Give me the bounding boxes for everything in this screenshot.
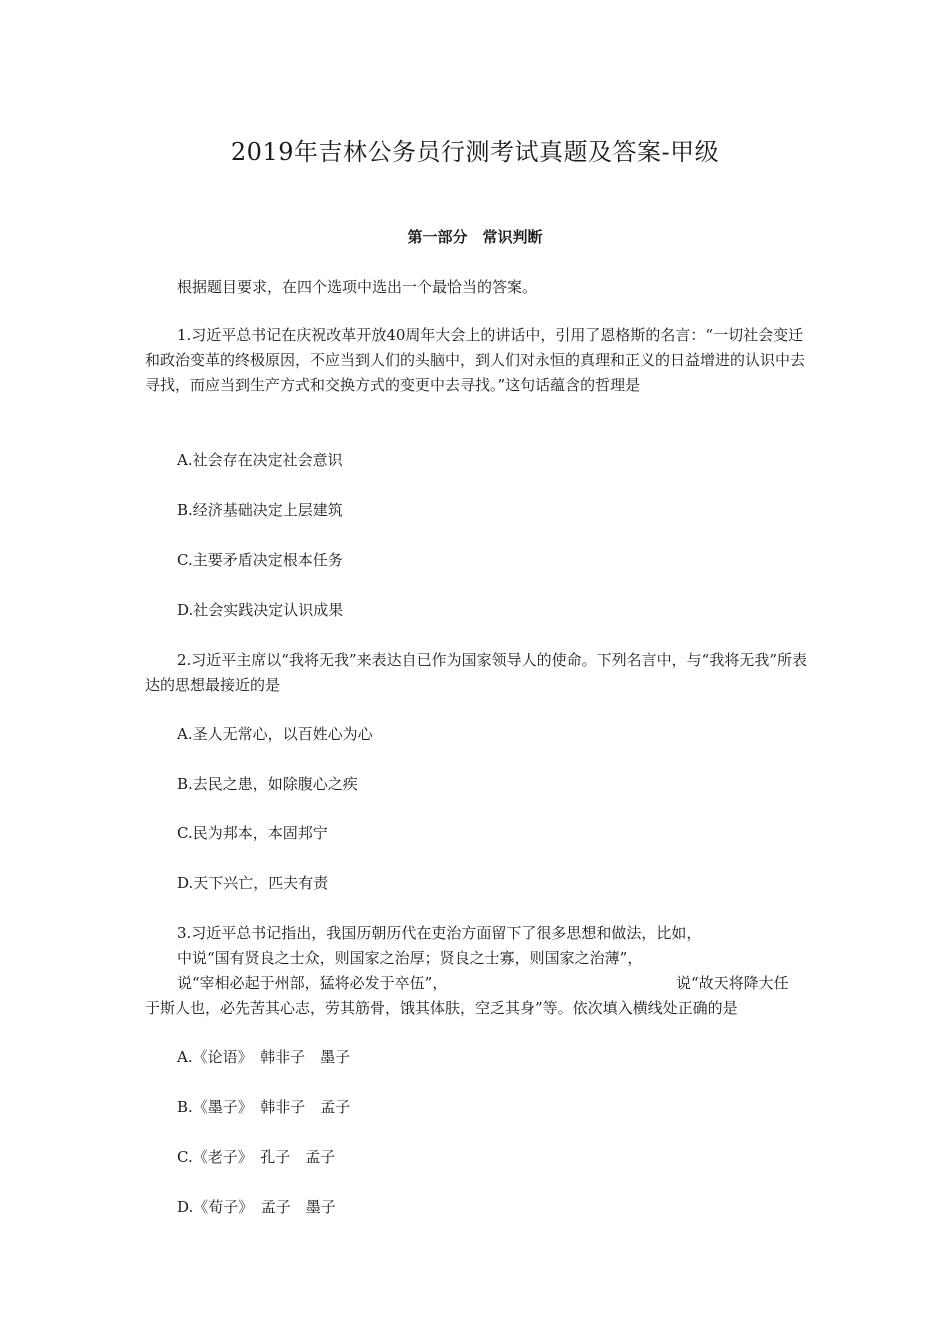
question-2-option-b: B.去民之患，如除腹心之疾 (177, 775, 358, 793)
question-1-option-a: A.社会存在决定社会意识 (177, 451, 343, 469)
question-1-stem: 1.习近平总书记在庆祝改革开放40周年大会上的讲话中，引用了恩格斯的名言：“一切社会变迁和政治变革的终极原因，不应当到人们的头脑中，到人们对永恒的真理和正义的日益增进的认识中去寻找，而应当到生产方式和交换方式的变更中去寻找。”这句话蕴含的哲理是 (145, 326, 806, 394)
instruction-text: 根据题目要求，在四个选项中选出一个最恰当的答案。 (177, 278, 538, 296)
question-3-stem-line-3: 说“宰相必起于州部，猛将必发于卒伍”， (177, 974, 448, 992)
question-3-stem-line-5: 于斯人也，必先苦其心志，劳其筋骨，饿其体肤，空乏其身”等。依次填入横线处正确的是 (145, 999, 738, 1017)
question-3-option-a: A.《论语》 韩非子 墨子 (177, 1048, 351, 1066)
section-heading: 第一部分 常识判断 (407, 228, 543, 246)
question-2-option-a: A.圣人无常心，以百姓心为心 (177, 725, 373, 743)
document-title: 2019年吉林公务员行测考试真题及答案-甲级 (230, 138, 720, 166)
question-3-option-c: C.《老子》 孔子 孟子 (177, 1148, 336, 1166)
question-2-option-d: D.天下兴亡，匹夫有责 (177, 874, 329, 892)
question-3-option-b: B.《墨子》 韩非子 孟子 (177, 1098, 351, 1116)
question-3-stem-line-4: 说“故天将降大任 (676, 974, 789, 992)
question-3-option-d: D.《荀子》 孟子 墨子 (177, 1198, 336, 1216)
question-1-option-c: C.主要矛盾决定根本任务 (177, 551, 343, 569)
question-2-option-c: C.民为邦本，本固邦宁 (177, 824, 328, 842)
question-3-stem-line-1: 3.习近平总书记指出，我国历朝历代在吏治方面留下了很多思想和做法，比如， (177, 924, 702, 942)
question-2-stem: 2.习近平主席以“我将无我”来表达自已作为国家领导人的使命。下列名言中，与“我将无我”所表达的思想最接近的是 (145, 651, 807, 694)
question-3-stem-line-2: 中说“国有贤良之士众，则国家之治厚；贤良之士寡，则国家之治薄”， (177, 949, 643, 967)
question-1-option-b: B.经济基础决定上层建筑 (177, 501, 343, 519)
question-1-option-d: D.社会实践决定认识成果 (177, 601, 344, 619)
